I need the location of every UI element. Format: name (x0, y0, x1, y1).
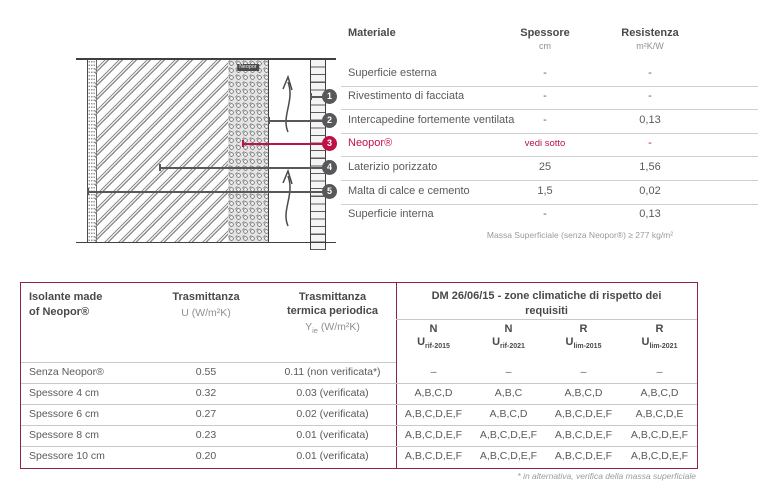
dm-value: A,B,C,D (640, 387, 679, 399)
dm-value: A,B,C,D,E,F (479, 429, 538, 441)
material-resistance: - (648, 137, 652, 149)
material-name: Rivestimento di facciata (348, 90, 465, 102)
dm-value: A,B,C,D,E,F (554, 450, 613, 462)
dm-u-lim-2015 (546, 336, 621, 350)
periodica-unit (269, 321, 396, 335)
dm-value: A,B,C (494, 387, 523, 399)
dm-title-line2: requisiti (525, 305, 568, 317)
material-row-intercapedine (341, 109, 758, 134)
dm-u-rif-2015 (396, 336, 471, 350)
u-symbol: U (565, 336, 574, 348)
u-value: 0.32 (195, 387, 217, 399)
u-value: 0.27 (195, 408, 217, 420)
callout-marker-1: 1 (322, 89, 337, 104)
yie-base: Y (305, 321, 313, 333)
dm-value: A,B,C,D,E,F (404, 408, 463, 420)
yie-value: 0.01 (verificata) (296, 429, 369, 441)
performance-table (20, 282, 698, 469)
material-name: Superficie interna (348, 208, 434, 220)
material-thickness: - (543, 67, 547, 79)
dm-value: A,B,C,D,E (635, 408, 684, 420)
leader-line-4 (160, 167, 324, 169)
trasmittanza-title: Trasmittanza (172, 291, 240, 303)
material-name: Malta di calce e cemento (348, 185, 470, 197)
dm-zone-r1: R (579, 323, 588, 335)
resistenza-unit: m²K/W (636, 41, 664, 51)
u-value: 0.55 (195, 366, 217, 378)
dm-u-lim-2021 (622, 336, 697, 350)
dm-value: A,B,C,D (414, 387, 453, 399)
airflow-arrow-icon (276, 68, 300, 136)
material-row-superficie-interna (341, 203, 758, 227)
material-resistance: 0,13 (639, 114, 661, 126)
dm-zone-r2: R (655, 323, 664, 335)
row-label: Spessore 10 cm (29, 450, 105, 462)
dm-value: – (656, 366, 663, 378)
material-resistance: 0,13 (639, 208, 661, 220)
perf-row-spessore-10 (21, 446, 697, 467)
material-thickness: 1,5 (537, 185, 553, 197)
u-symbol: U (492, 336, 501, 348)
materials-col-header-resistenza (610, 27, 690, 51)
spessore-unit: cm (539, 41, 551, 51)
col-header-trasmittanza-periodica (269, 290, 396, 335)
periodica-title2: termica periodica (286, 305, 379, 317)
spessore-title: Spessore (520, 27, 570, 39)
u-symbol: U (417, 336, 426, 348)
u-symbol: U (641, 336, 650, 348)
material-row-malta (341, 180, 758, 205)
dm-header-divider (396, 319, 697, 320)
material-row-superficie-esterna (341, 62, 758, 87)
leader-line-2 (269, 120, 324, 122)
layer-ventilated-cavity (269, 60, 310, 242)
dm-u-rif-2021 (471, 336, 546, 350)
layer-facade-cladding (310, 60, 326, 250)
dm-value: – (430, 366, 437, 378)
material-row-laterizio (341, 156, 758, 181)
material-row-rivestimento (341, 85, 758, 110)
u-value: 0.23 (195, 429, 217, 441)
leader-line-3 (243, 143, 324, 145)
perf-row-spessore-6 (21, 404, 697, 426)
dm-value: A,B,C,D,E,F (630, 450, 689, 462)
dm-section-title (396, 289, 697, 319)
callout-marker-3: 3 (322, 136, 337, 151)
dm-title-line1: DM 26/06/15 - zone climatiche di rispetto dei (431, 290, 662, 302)
material-name: Neopor® (348, 137, 393, 149)
materials-col-header-spessore (505, 27, 585, 51)
material-resistance: 0,02 (639, 185, 661, 197)
dm-value: – (505, 366, 512, 378)
leader-line-5 (88, 191, 324, 193)
u-subscript: lim-2015 (573, 343, 602, 351)
airflow-arrow-icon (276, 162, 300, 230)
yie-unit: (W/m²K) (317, 321, 360, 333)
yie-value: 0.03 (verificata) (296, 387, 369, 399)
dm-value: A,B,C,D,E,F (404, 450, 463, 462)
materials-col-header-materiale: Materiale (348, 27, 396, 39)
dm-value: A,B,C,D,E,F (554, 429, 613, 441)
row-label: Senza Neopor® (29, 366, 104, 378)
layer-laterizio-porizzato (95, 60, 229, 242)
material-name: Superficie esterna (348, 67, 437, 79)
resistenza-title: Resistenza (621, 27, 679, 39)
isolante-line1: Isolante made (29, 291, 103, 303)
dm-value: A,B,C,D,E,F (630, 429, 689, 441)
material-thickness: - (543, 114, 547, 126)
row-label: Spessore 6 cm (29, 408, 100, 420)
dm-value: A,B,C,D (564, 387, 603, 399)
perf-row-spessore-8 (21, 425, 697, 447)
material-thickness: - (543, 208, 547, 220)
dm-value: – (580, 366, 587, 378)
material-name: Intercapedine fortemente ventilata (348, 114, 515, 126)
material-thickness: vedi sotto (524, 138, 566, 149)
material-resistance: - (648, 90, 652, 102)
u-subscript: rif-2015 (425, 343, 450, 351)
u-value: 0.20 (195, 450, 217, 462)
alternative-verification-footnote: * in alternativa, verifica della massa superficiale (517, 471, 696, 481)
callout-marker-5: 5 (322, 184, 337, 199)
surface-mass-note: Massa Superficiale (senza Neopor®) ≥ 277 kg/m² (486, 230, 674, 240)
dm-zone-n2: N (504, 323, 513, 335)
dm-value: A,B,C,D,E,F (554, 408, 613, 420)
dm-value: A,B,C,D,E,F (404, 429, 463, 441)
yie-value: 0.01 (verificata) (296, 450, 369, 462)
isolante-line2: of Neopor® (29, 306, 90, 318)
dm-zone-n1: N (429, 323, 438, 335)
section-bottom-line (76, 242, 336, 244)
row-label: Spessore 8 cm (29, 429, 100, 441)
yie-value: 0.11 (non verificata*) (284, 366, 381, 378)
perf-row-senza-neopor (21, 362, 697, 384)
material-name: Laterizio porizzato (348, 161, 438, 173)
u-subscript: rif-2021 (500, 343, 525, 351)
dm-value: A,B,C,D (489, 408, 528, 420)
material-thickness: - (543, 90, 547, 102)
material-thickness: 25 (538, 161, 552, 173)
wall-cross-section-diagram (80, 58, 332, 243)
col-header-trasmittanza-u (151, 290, 261, 319)
neopor-layer-label: Neopor (239, 63, 257, 70)
yie-subscript: ie (312, 326, 318, 336)
col-header-isolante (29, 290, 102, 320)
u-subscript: lim-2021 (649, 343, 678, 351)
callout-marker-4: 4 (322, 160, 337, 175)
yie-value: 0.02 (verificata) (296, 408, 369, 420)
callout-marker-2: 2 (322, 113, 337, 128)
material-resistance: - (648, 67, 652, 79)
perf-row-spessore-4 (21, 383, 697, 405)
material-resistance: 1,56 (639, 161, 661, 173)
dm-value: A,B,C,D,E,F (479, 450, 538, 462)
row-label: Spessore 4 cm (29, 387, 100, 399)
material-row-neopor (341, 132, 758, 157)
trasmittanza-unit: U (W/m²K) (181, 307, 231, 319)
layer-neopor-insulation (228, 60, 269, 242)
periodica-title1: Trasmittanza (298, 291, 367, 303)
